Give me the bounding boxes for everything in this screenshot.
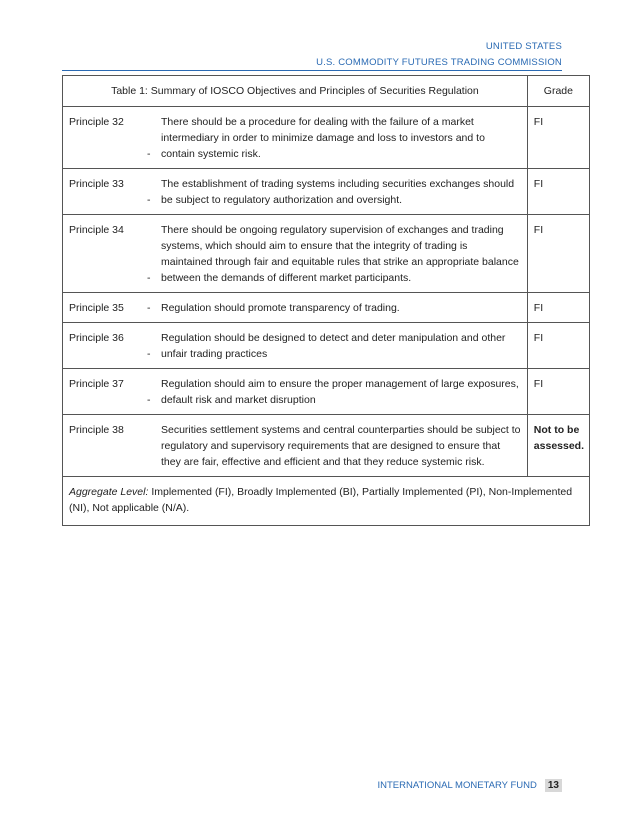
principle-name: Principle 34 bbox=[69, 224, 124, 236]
principle-text: Regulation should promote transparency of trading. bbox=[161, 302, 400, 314]
principle-name: Principle 37 bbox=[69, 378, 124, 390]
header-agency: U.S. COMMODITY FUTURES TRADING COMMISSION bbox=[316, 57, 562, 68]
page-number: 13 bbox=[545, 779, 562, 792]
principle-name: Principle 38 bbox=[69, 424, 124, 436]
page-footer bbox=[377, 779, 562, 792]
principle-text: Securities settlement systems and central counterparties should be subject to regulatory and supervisory requirements that are designed to ensure that they are fair, effective and efficient and that they reduce systemic risk. bbox=[161, 424, 521, 468]
iosco-summary-table bbox=[62, 75, 590, 526]
aggregate-label: Aggregate Level: bbox=[69, 486, 149, 498]
principle-name: Principle 35 bbox=[69, 302, 124, 314]
row-dash: - bbox=[147, 272, 151, 284]
grade-cell: FI bbox=[527, 369, 589, 415]
principle-name: Principle 32 bbox=[69, 116, 124, 128]
table-row bbox=[63, 107, 590, 169]
table-row bbox=[63, 293, 590, 323]
aggregate-row bbox=[63, 477, 590, 526]
table-row bbox=[63, 415, 590, 477]
table-row bbox=[63, 369, 590, 415]
table-row bbox=[63, 323, 590, 369]
table-header-row bbox=[63, 76, 590, 107]
header-country: UNITED STATES bbox=[485, 41, 562, 52]
principle-text: There should be a procedure for dealing with the failure of a market intermediary in order to minimize damage and loss to investors and to contain systemic risk. bbox=[161, 116, 485, 160]
principle-name: Principle 36 bbox=[69, 332, 124, 344]
table-row bbox=[63, 169, 590, 215]
row-dash: - bbox=[147, 302, 151, 314]
aggregate-text: Implemented (FI), Broadly Implemented (BI), Partially Implemented (PI), Non-Implemented (NI), Not applicable (N/A). bbox=[69, 486, 573, 514]
aggregate-legend bbox=[63, 477, 590, 526]
principle-text: There should be ongoing regulatory supervision of exchanges and trading systems, which should aim to ensure that the integrity of trading is maintained through fair and equitable rules that strike an appropriate balance between the demands of different market participants. bbox=[161, 224, 519, 284]
principle-text: Regulation should aim to ensure the proper management of large exposures, default risk and market disruption bbox=[161, 378, 519, 406]
grade-cell: FI bbox=[527, 293, 589, 323]
table-title: Table 1: Summary of IOSCO Objectives and Principles of Securities Regulation bbox=[63, 76, 528, 107]
principle-name: Principle 33 bbox=[69, 178, 124, 190]
principle-text: Regulation should be designed to detect and deter manipulation and other unfair trading practices bbox=[161, 332, 506, 360]
table-row bbox=[63, 215, 590, 293]
grade-cell: Not to be assessed. bbox=[527, 415, 589, 477]
grade-cell: FI bbox=[527, 215, 589, 293]
header-rule bbox=[62, 70, 562, 71]
grade-column-header: Grade bbox=[527, 76, 589, 107]
principle-text: The establishment of trading systems including securities exchanges should be subject to regulatory authorization and oversight. bbox=[161, 178, 515, 206]
grade-cell: FI bbox=[527, 323, 589, 369]
row-dash: - bbox=[147, 194, 151, 206]
grade-cell: FI bbox=[527, 169, 589, 215]
row-dash: - bbox=[147, 394, 151, 406]
row-dash: - bbox=[147, 348, 151, 360]
row-dash: - bbox=[147, 148, 151, 160]
grade-cell: FI bbox=[527, 107, 589, 169]
footer-org: INTERNATIONAL MONETARY FUND bbox=[377, 780, 537, 791]
row-dash bbox=[147, 422, 161, 470]
